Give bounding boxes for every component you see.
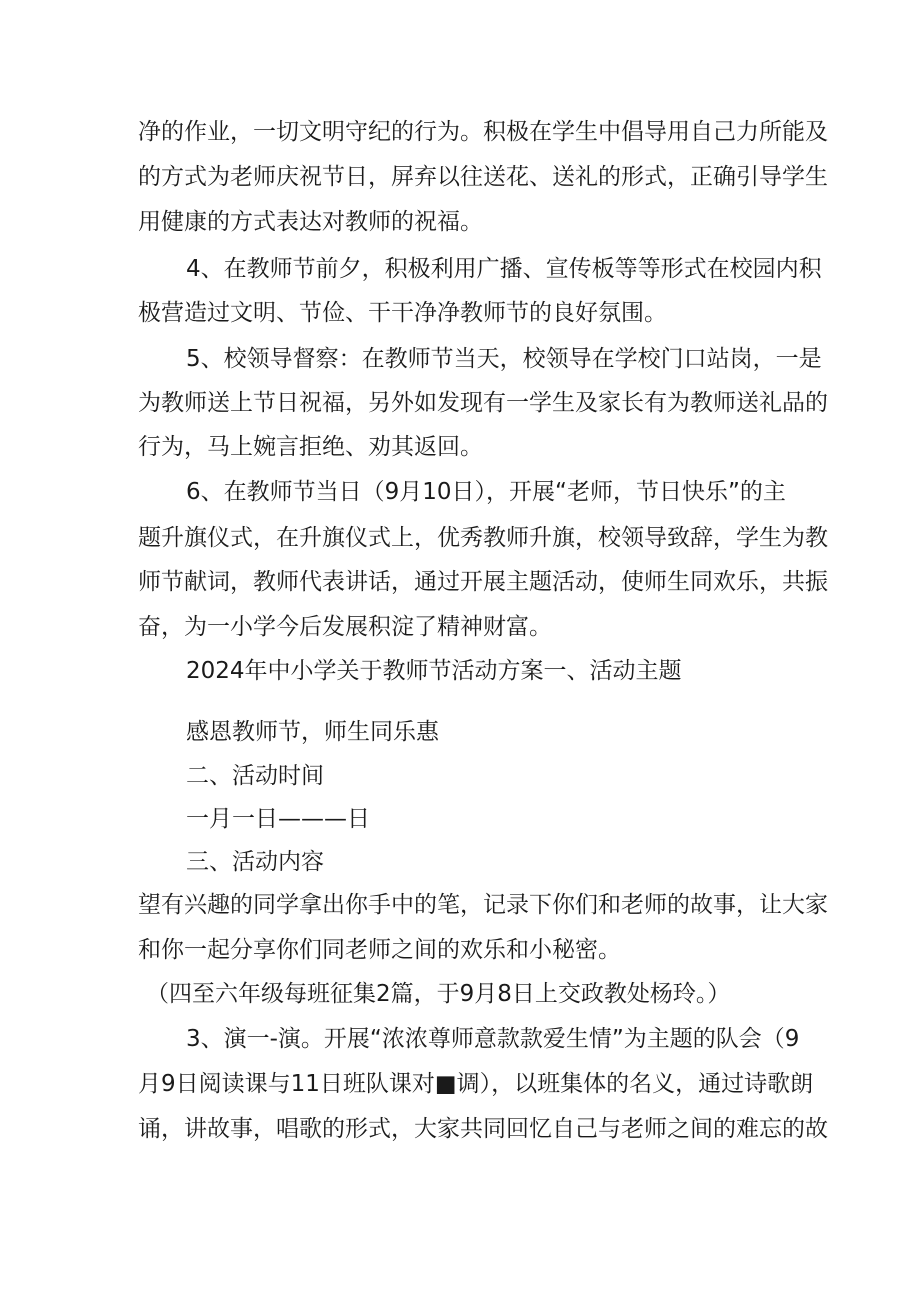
paragraph-line: 月9日阅读课与11日班队课对■调），以班集体的名义，通过诗歌朗 [138, 1071, 814, 1097]
paragraph-line: 极营造过文明、节俭、干干净净教师节的良好氛围。 [138, 300, 667, 326]
paragraph-line: 5、校领导督察：在教师节当天，校领导在学校门口站岗，一是 [186, 346, 822, 372]
paragraph-line: 净的作业，一切文明守纪的行为。积极在学生中倡导用自己力所能及 [138, 119, 828, 145]
paragraph-line: 用健康的方式表达对教师的祝福。 [138, 209, 483, 235]
paragraph-line: 4、在教师节前夕，积极利用广播、宣传板等等形式在校园内积 [186, 256, 822, 282]
paragraph-line: 行为，马上婉言拒绝、劝其返回。 [138, 434, 483, 460]
paragraph-line: 一月一日———日 [186, 806, 370, 832]
paragraph-line: 感恩教师节，师生同乐惠 [186, 719, 439, 745]
section-heading: 2024年中小学关于教师节活动方案一、活动主题 [186, 658, 682, 684]
paragraph-line: 师节献词，教师代表讲话，通过开展主题活动，使师生同欢乐，共振 [138, 569, 828, 595]
paragraph-line: 题升旗仪式，在升旗仪式上，优秀教师升旗，校领导致辞，学生为教 [138, 525, 828, 551]
paragraph-line: 奋，为一小学今后发展积淀了精神财富。 [138, 614, 552, 640]
paragraph-line: 望有兴趣的同学拿出你手中的笔，记录下你们和老师的故事，让大家 [138, 892, 828, 918]
paragraph-line: 3、演一-演。开展“浓浓尊师意款款爱生情”为主题的队会（9 [186, 1026, 800, 1052]
paragraph-line: 6、在教师节当日（9月10日），开展“老师，节日快乐”的主 [186, 479, 786, 505]
section-heading: 三、活动内容 [186, 849, 324, 875]
paragraph-line: 和你一起分享你们同老师之间的欢乐和小秘密。 [138, 937, 621, 963]
paragraph-line: 的方式为老师庆祝节日，屏弃以往送花、送礼的形式，正确引导学生 [138, 164, 828, 190]
paragraph-line: 为教师送上节日祝福，另外如发现有一学生及家长有为教师送礼品的 [138, 390, 828, 416]
section-heading: 二、活动时间 [186, 763, 324, 789]
paragraph-line: （四至六年级每班征集2篇，于9月8日上交政教处杨玲。） [146, 981, 731, 1007]
paragraph-line: 诵，讲故事，唱歌的形式，大家共同回忆自己与老师之间的难忘的故 [138, 1116, 828, 1142]
